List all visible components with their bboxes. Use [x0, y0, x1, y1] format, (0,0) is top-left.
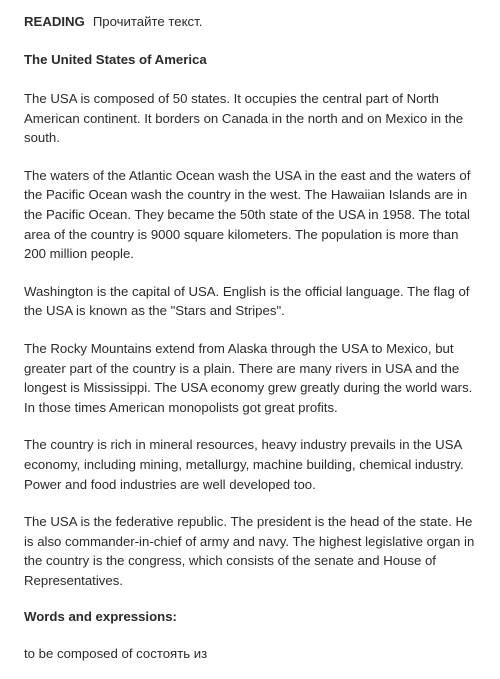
paragraph: Washington is the capital of USA. English is the official language. The flag of the USA is known as the "Stars and Stripes".: [24, 283, 470, 319]
text-title: The United States of America: [24, 52, 207, 67]
paragraph: The country is rich in mineral resources, heavy industry prevails in the USA economy, including mining, metallurgy, machine building, chemical industry. Power and food industries are well developed too.: [24, 437, 464, 492]
vocabulary-item: to be composed of состоять из: [24, 646, 208, 662]
paragraph: The Rocky Mountains extend from Alaska through the USA to Mexico, but greater part of the country is a plain. There are many rivers in USA and the longest is Mississippi. The USA economy grew greatly during the world wars. In those times American monopolists got great profits.: [24, 340, 473, 415]
paragraph: The USA is the federative republic. The president is the head of the state. He is also commander-in-chief of army and navy. The highest legislative organ in the country is the congress, which consists of the senate and House of Representatives.: [24, 514, 475, 588]
words-heading: Words and expressions:: [24, 609, 177, 625]
paragraph: The waters of the Atlantic Ocean wash the USA in the east and the waters of the Pacific Ocean wash the country in the west. The Hawaiian Islands are in the Pacific Ocean. They became the 50th state of the USA in 1958. The total area of the country is 9000 square kilometers. The population is more than 200 million people.: [24, 167, 471, 262]
instruction-text: Прочитайте текст.: [92, 14, 203, 29]
paragraph: The USA is composed of 50 states. It occupies the central part of North American continent. It borders on Canada in the north and on Mexico in the south.: [24, 91, 464, 146]
section-label: READING: [24, 14, 85, 29]
section-header: [24, 13, 480, 30]
